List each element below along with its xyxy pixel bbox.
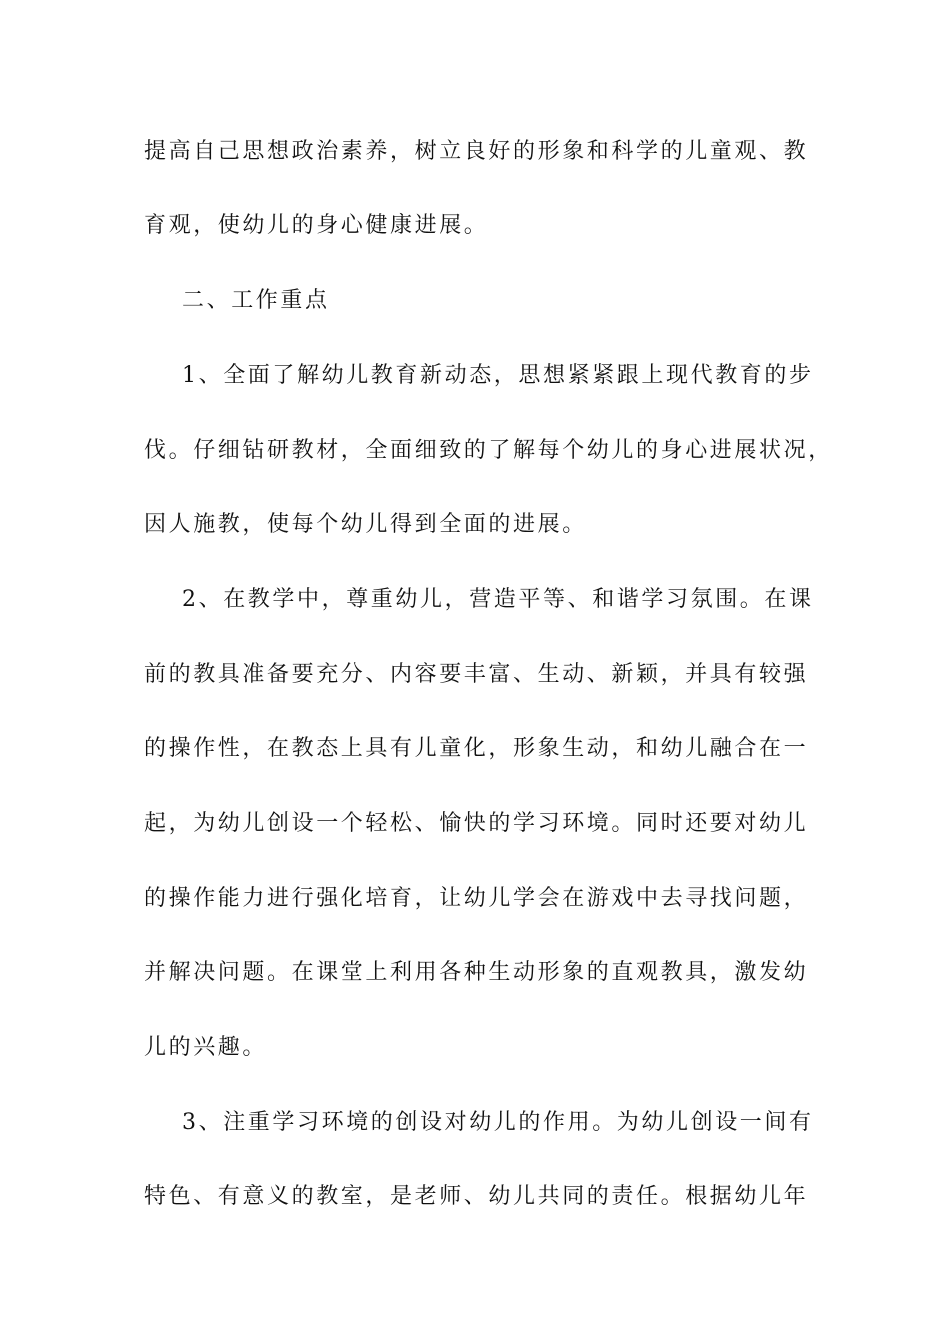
text-line: 因人施教，使每个幼儿得到全面的进展。	[144, 512, 587, 537]
text-line: 3、注重学习环境的创设对幼儿的作用。为幼儿创设一间有	[182, 1110, 814, 1135]
text-line: 2、在教学中，尊重幼儿，营造平等、和谐学习氛围。在课	[182, 587, 814, 612]
text-line: 提高自己思想政治素养，树立良好的形象和科学的儿童观、教	[144, 139, 809, 164]
text-line: 1、全面了解幼儿教育新动态，思想紧紧跟上现代教育的步	[182, 363, 814, 388]
text-line: 伐。仔细钻研教材，全面细致的了解每个幼儿的身心进展状况，	[144, 438, 833, 463]
section-heading: 二、工作重点	[182, 288, 330, 313]
text-line: 并解决问题。在课堂上利用各种生动形象的直观教具，激发幼	[144, 960, 809, 985]
text-line: 育观，使幼儿的身心健康进展。	[144, 213, 489, 238]
text-line: 特色、有意义的教室，是老师、幼儿共同的责任。根据幼儿年	[144, 1184, 809, 1209]
text-line: 的操作性，在教态上具有儿童化，形象生动，和幼儿融合在一	[144, 736, 809, 761]
text-line: 起，为幼儿创设一个轻松、愉快的学习环境。同时还要对幼儿	[144, 811, 809, 836]
text-line: 儿的兴趣。	[144, 1035, 268, 1060]
text-line: 前的教具准备要充分、内容要丰富、生动、新颖，并具有较强	[144, 662, 809, 687]
text-line: 的操作能力进行强化培育，让幼儿学会在游戏中去寻找问题，	[144, 886, 809, 911]
